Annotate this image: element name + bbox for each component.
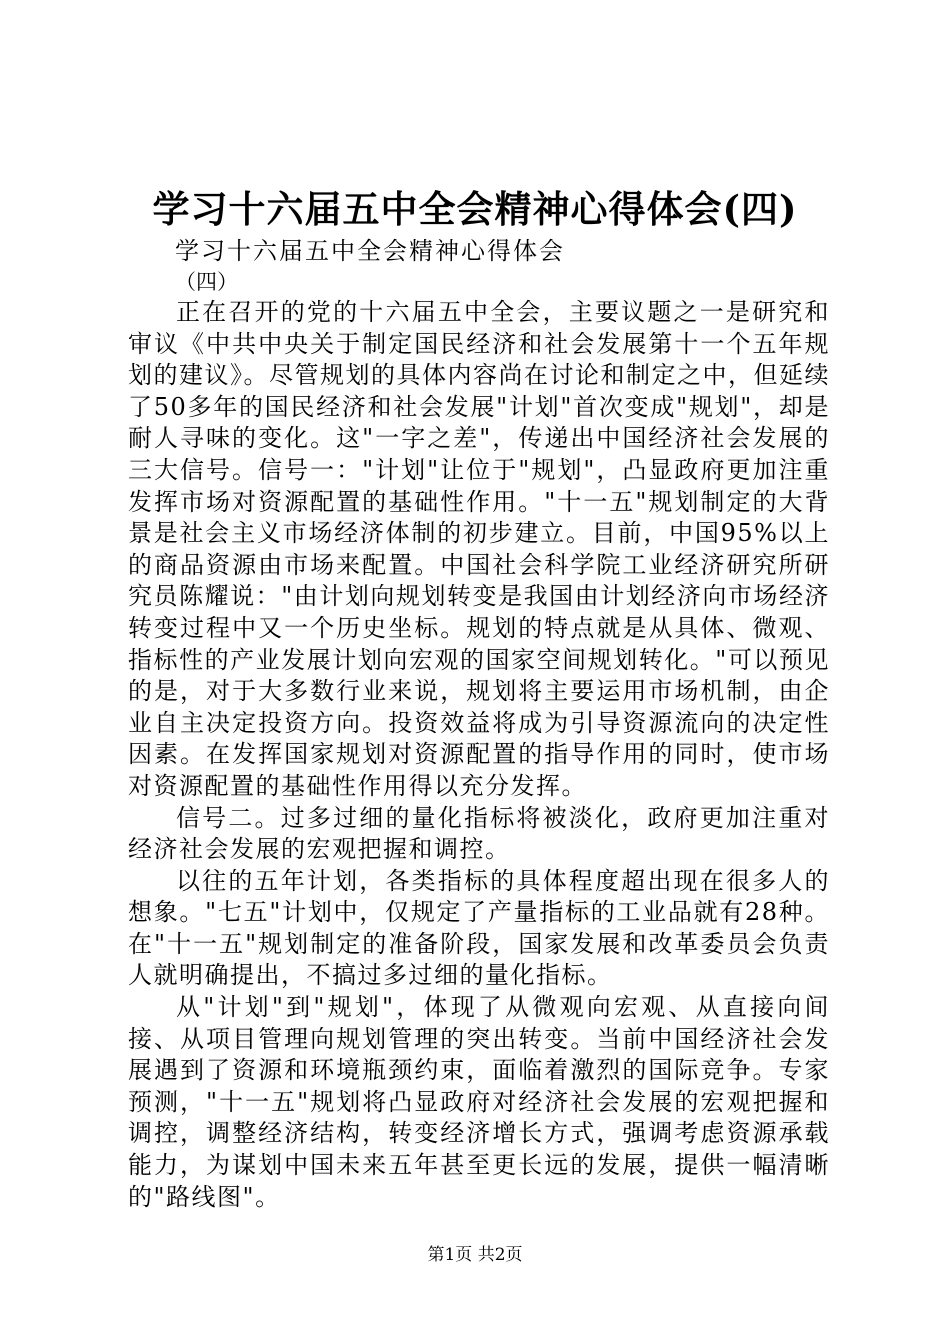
document-subtitle: 学习十六届五中全会精神心得体会: [175, 237, 565, 265]
document-title: 学习十六届五中全会精神心得体会(四): [152, 187, 798, 231]
paragraph: 正在召开的党的十六届五中全会，主要议题之一是研究和审议《中共中央关于制定国民经济和社会发展第十一个五年规划的建议》。尽管规划的具体内容尚在讨论和制定之中，但延续了50多年的国民经济和社会发展"计划"首次变成"规划"，却是耐人寻味的变化。这"一字之差"，传递出中国经济社会发展的三大信号。信号一："计划"让位于"规划"，凸显政府更加注重发挥市场对资源配置的基础性作用。"十一五"规划制定的大背景是社会主义市场经济体制的初步建立。目前，中国95%以上的商品资源由市场来配置。中国社会科学院工业经济研究所研究员陈耀说："由计划向规划转变是我国由计划经济向市场经济转变过程中又一个历史坐标。规划的特点就是从具体、微观、指标性的产业发展计划向宏观的国家空间规划转化。"可以预见的是，对于大多数行业来说，规划将主要运用市场机制，由企业自主决定投资方向。投资效益将成为引导资源流向的决定性因素。在发挥国家规划对资源配置的指导作用的同时，使市场对资源配置的基础性作用得以充分发挥。: [128, 298, 830, 800]
document-subtitle-number: （四）: [175, 270, 238, 294]
document-body: [128, 297, 830, 1213]
paragraph: 以往的五年计划，各类指标的具体程度超出现在很多人的想象。"七五"计划中，仅规定了产量指标的工业品就有28种。在"十一五"规划制定的准备阶段，国家发展和改革委员会负责人就明确提出，不搞过多过细的量化指标。: [128, 866, 830, 990]
paragraph: 从"计划"到"规划"，体现了从微观向宏观、从直接向间接、从项目管理向规划管理的突出转变。当前中国经济社会发展遇到了资源和环境瓶颈约束，面临着激烈的国际竞争。专家预测，"十一五"规划将凸显政府对经济社会发展的宏观把握和调控，调整经济结构，转变经济增长方式，强调考虑资源承载能力，为谋划中国未来五年甚至更长远的发展，提供一幅清晰的"路线图"。: [128, 993, 830, 1211]
paragraph: 信号二。过多过细的量化指标将被淡化，政府更加注重对经济社会发展的宏观把握和调控。: [128, 803, 830, 864]
page-footer: 第1页 共2页: [427, 1245, 523, 1265]
